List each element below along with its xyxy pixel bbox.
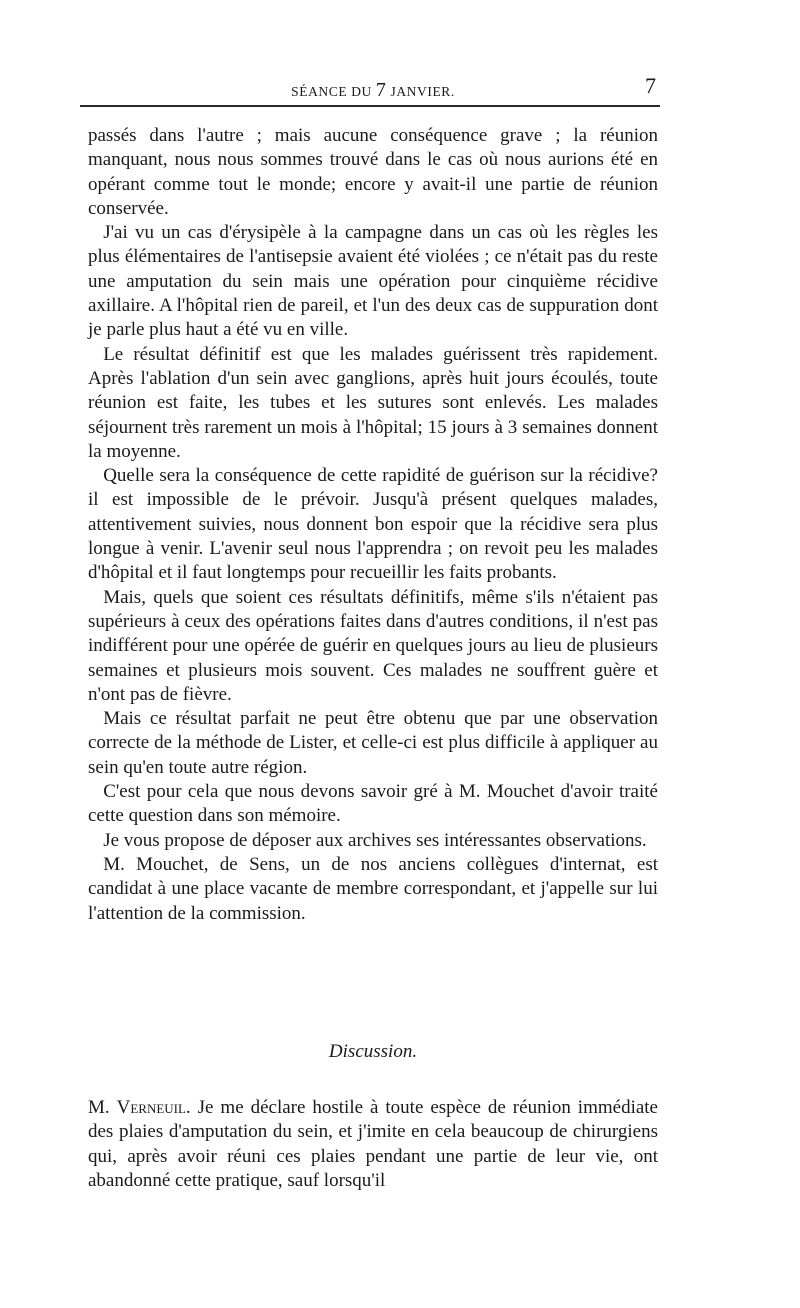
discussion-text [88, 1096, 658, 1193]
paragraph: Je vous propose de déposer aux archives ses intéressantes observations. [103, 829, 647, 851]
running-title-end: JANVIER. [386, 84, 455, 99]
header-rule [80, 105, 660, 107]
paragraph: J'ai vu un cas d'érysipèle à la campagne dans un cas où les règles les plus élémentaires de l'antisepsie avaient été violées ; ce n'était pas du reste une amputation du sein mais une opération pour cinquième récidive axillaire. A l'hôpital rien de pareil, et l'un des deux cas de suppuration dont je parle plus haut a été vu en ville. [88, 222, 658, 341]
speaker-prefix: M. [88, 1097, 117, 1118]
running-title-day: 7 [375, 79, 387, 101]
paragraph: Le résultat définitif est que les malades guérissent très rapidement. Après l'ablation d'un sein avec ganglions, après huit jours écoulés, toute réunion est faite, les tubes et les sutures sont enlevés. Les malades séjournent très rarement un mois à l'hôpital; 15 jours à 3 semaines donnent la moyenne. [88, 343, 658, 462]
running-title [88, 79, 658, 102]
discussion-body: Je me déclare hostile à toute espèce de réunion immédiate des plaies d'amputation du sein, et j'imite en cela beaucoup de chirurgiens qui, après avoir réuni ces plaies pendant une partie de leur vie, ont abandonné cette pratique, sauf lorsqu'il [88, 1097, 658, 1191]
paragraph: Quelle sera la conséquence de cette rapidité de guérison sur la récidive? il est impossible de le prévoir. Jusqu'à présent quelques malades, attentivement suivies, nous donnent bon espoir que la récidive sera plus longue à venir. L'avenir seul nous l'apprendra ; on revoit peu les malades d'hôpital et il faut longtemps pour recueillir les faits probants. [88, 465, 658, 584]
paragraph: M. Mouchet, de Sens, un de nos anciens collègues d'internat, est candidat à une place vacante de membre correspondant, et j'appelle sur lui l'attention de la commission. [88, 853, 658, 924]
discussion-paragraph [88, 1096, 658, 1193]
running-title-start: SÉANCE DU [291, 84, 376, 99]
discussion-heading: Discussion. [328, 1041, 418, 1062]
speaker-name: Verneuil. [116, 1097, 191, 1118]
paragraph: Mais ce résultat parfait ne peut être obtenu que par une observation correcte de la méthode de Lister, et celle-ci est plus difficile à appliquer au sein qu'en toute autre région. [88, 708, 658, 778]
page-number: 7 [645, 73, 656, 98]
page-header [88, 73, 658, 101]
paragraph: Mais, quels que soient ces résultats définitifs, même s'ils n'étaient pas supérieurs à ceux des opérations faites dans d'autres conditions, il n'est pas indifférent pour une opérée de guérir en quelques jours au lieu de plusieurs semaines et plusieurs mois souvent. Ces malades ne souffrent guère et n'ont pas de fièvre. [88, 586, 658, 705]
paragraph: C'est pour cela que nous devons savoir gré à M. Mouchet d'avoir traité cette question dans son mémoire. [88, 781, 658, 827]
body-text [88, 124, 658, 926]
paragraph: passés dans l'autre ; mais aucune conséquence grave ; la réunion manquant, nous nous sommes trouvé dans le cas où nous aurions été en opérant comme tout le monde; encore y avait-il une partie de réunion conservée. [88, 125, 658, 219]
